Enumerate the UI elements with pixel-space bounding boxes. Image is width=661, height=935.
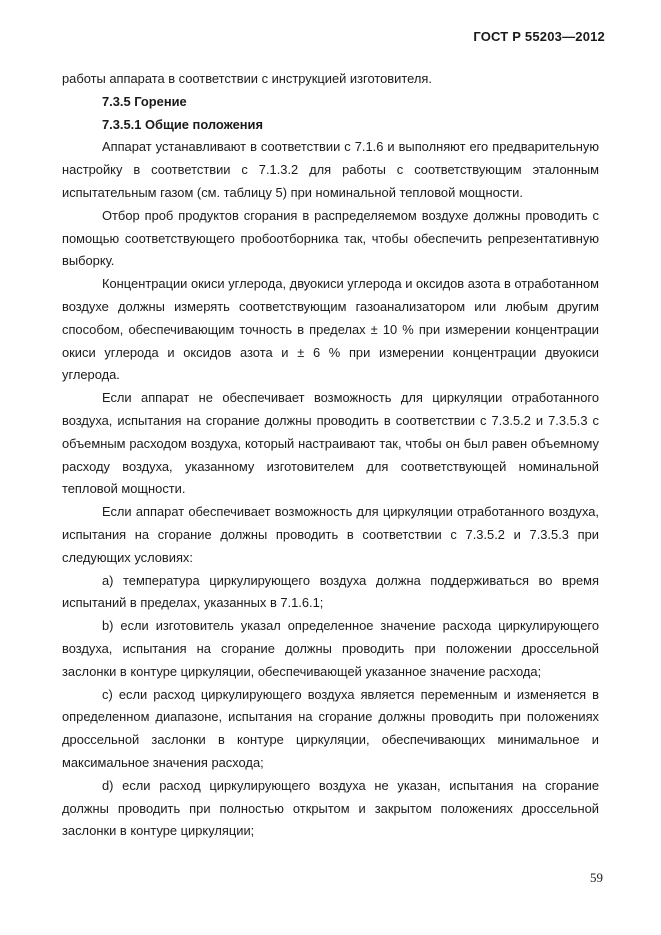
section-heading: 7.3.5 Горение — [102, 93, 187, 109]
list-item-b: b) если изготовитель указал определенное значение расхода циркулирующего воздуха, испытания на сгорание должны проводить при положении дроссельной заслонки в контуре циркуляции, обеспечивающей указанное значение расхода; — [62, 618, 599, 679]
page-number: 59 — [590, 870, 603, 885]
standard-designation: ГОСТ Р 55203—2012 — [473, 29, 605, 44]
list-item-a: a) температура циркулирующего воздуха должна поддерживаться во время испытаний в пределах, указанных в 7.1.6.1; — [62, 572, 599, 611]
list-item-d: d) если расход циркулирующего воздуха не указан, испытания на сгорание должны проводить при полностью открытом и закрытом положениях дроссельной заслонки в контуре циркуляции; — [62, 777, 599, 839]
paragraph-sampling: Отбор проб продуктов сгорания в распределяемом воздухе должны проводить с помощью соответствующего пробоотборника так, чтобы обеспечить репрезентативную выборку. — [62, 207, 599, 269]
continuation-text: работы аппарата в соответствии с инструкцией изготовителя. — [62, 71, 432, 86]
paragraph-concentrations: Концентрации окиси углерода, двуокиси углерода и оксидов азота в отработанном воздухе должны измерять соответствующим газоанализатором или любым другим способом, обеспечивающим точность в пределах ± 10 % при измерении концентрации окиси углерода и оксидов азота и ± 6 % при измерении концентрации двуокиси углерода. — [62, 276, 599, 383]
subsection-heading: 7.3.5.1 Общие положения — [102, 116, 263, 132]
paragraph-installation: Аппарат устанавливают в соответствии с 7.1.6 и выполняют его предварительную настройку в соответствии с 7.1.3.2 для работы с соответствующим эталонным испытательным газом (см. таблицу 5) при номинальной тепловой мощности. — [62, 139, 599, 200]
paragraph-no-circulation: Если аппарат не обеспечивает возможность для циркуляции отработанного воздуха, испытания на сгорание должны проводить в соответствии с 7.3.5.2 и 7.3.5.3 с объемным расходом воздуха, который настраивают так, чтобы он был равен объемному расходу воздуха, указанному изготовителем для соответствующей номинальной тепловой мощности. — [62, 390, 599, 497]
paragraph-with-circulation: Если аппарат обеспечивает возможность для циркуляции отработанного воздуха, испытания на сгорание должны проводить в соответствии с 7.3.5.2 и 7.3.5.3 при следующих условиях: — [62, 504, 599, 565]
list-item-c: c) если расход циркулирующего воздуха является переменным и изменяется в определенном диапазоне, испытания на сгорание должны проводить при положениях дроссельной заслонки в контуре циркуляции, обеспечивающих минимальное и максимальное значения расхода; — [62, 686, 599, 770]
document-body — [62, 68, 599, 843]
